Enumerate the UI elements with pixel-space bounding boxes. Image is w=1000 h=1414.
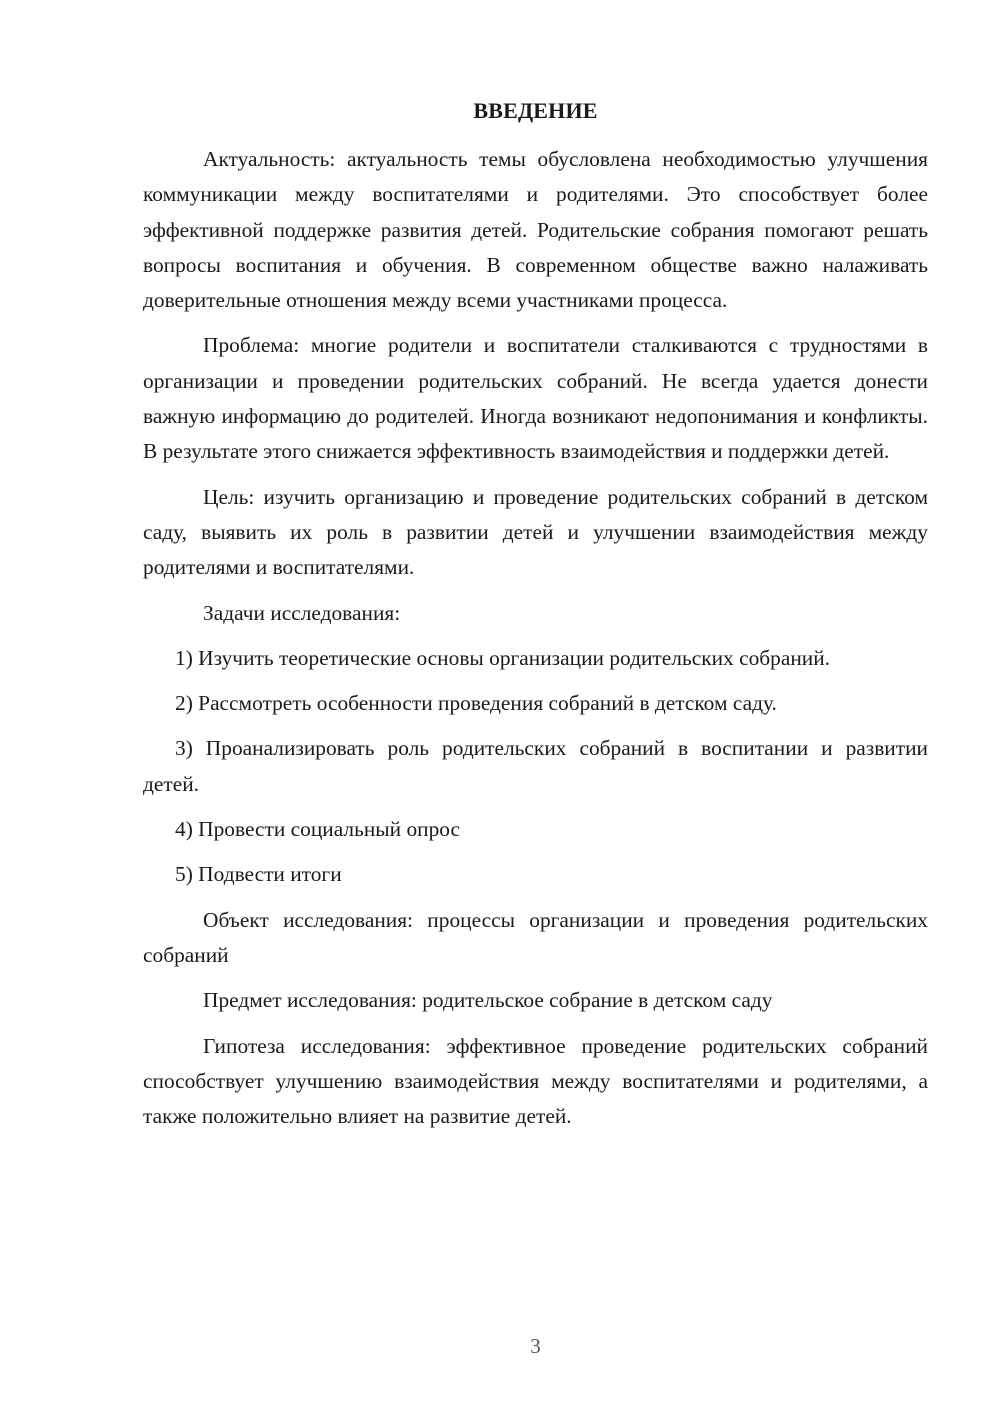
task-item-3: 3) Проанализировать роль родительских собраний в воспитании и развитии детей. (143, 736, 928, 796)
document-page (143, 0, 928, 1414)
task-item-1: 1) Изучить теоретические основы организации родительских собраний. (175, 645, 831, 670)
paragraph-goal: Цель: изучить организацию и проведение родительских собраний в детском саду, выявить их роль в развитии детей и улучшении взаимодействия между родителями и воспитателями. (143, 484, 928, 580)
paragraph-problem: Проблема: многие родители и воспитатели сталкиваются с трудностями в организации и проведении родительских собраний. Не всегда удается донести важную информацию до родителей. Иногда возникают недопонимания и конфликты. В результате этого снижается эффективность взаимодействия и поддержки детей. (143, 333, 928, 464)
task-item-5: 5) Подвести итоги (175, 862, 342, 887)
document-body (143, 142, 928, 1134)
paragraph-relevance: Актуальность: актуальность темы обусловлена необходимостью улучшения коммуникации между воспитателями и родителями. Это способствует более эффективной поддержке развития детей. Родительские собрания помогают решать вопросы воспитания и обучения. В современном обществе важно налаживать доверительные отношения между всеми участниками процесса. (143, 147, 928, 313)
task-item-4: 4) Провести социальный опрос (175, 817, 461, 842)
task-item-2: 2) Рассмотреть особенности проведения собраний в детском саду. (175, 691, 777, 716)
page-title: ВВЕДЕНИЕ (473, 98, 598, 123)
paragraph-subject: Предмет исследования: родительское собрание в детском саду (203, 988, 773, 1013)
page-number: 3 (530, 1334, 541, 1358)
paragraph-object: Объект исследования: процессы организации и проведения родительских собраний (143, 907, 928, 967)
paragraph-tasks-heading: Задачи исследования: (203, 600, 401, 625)
paragraph-hypothesis: Гипотеза исследования: эффективное проведение родительских собраний способствует улучшению взаимодействия между воспитателями и родителями, а также положительно влияет на развитие детей. (143, 1033, 928, 1129)
